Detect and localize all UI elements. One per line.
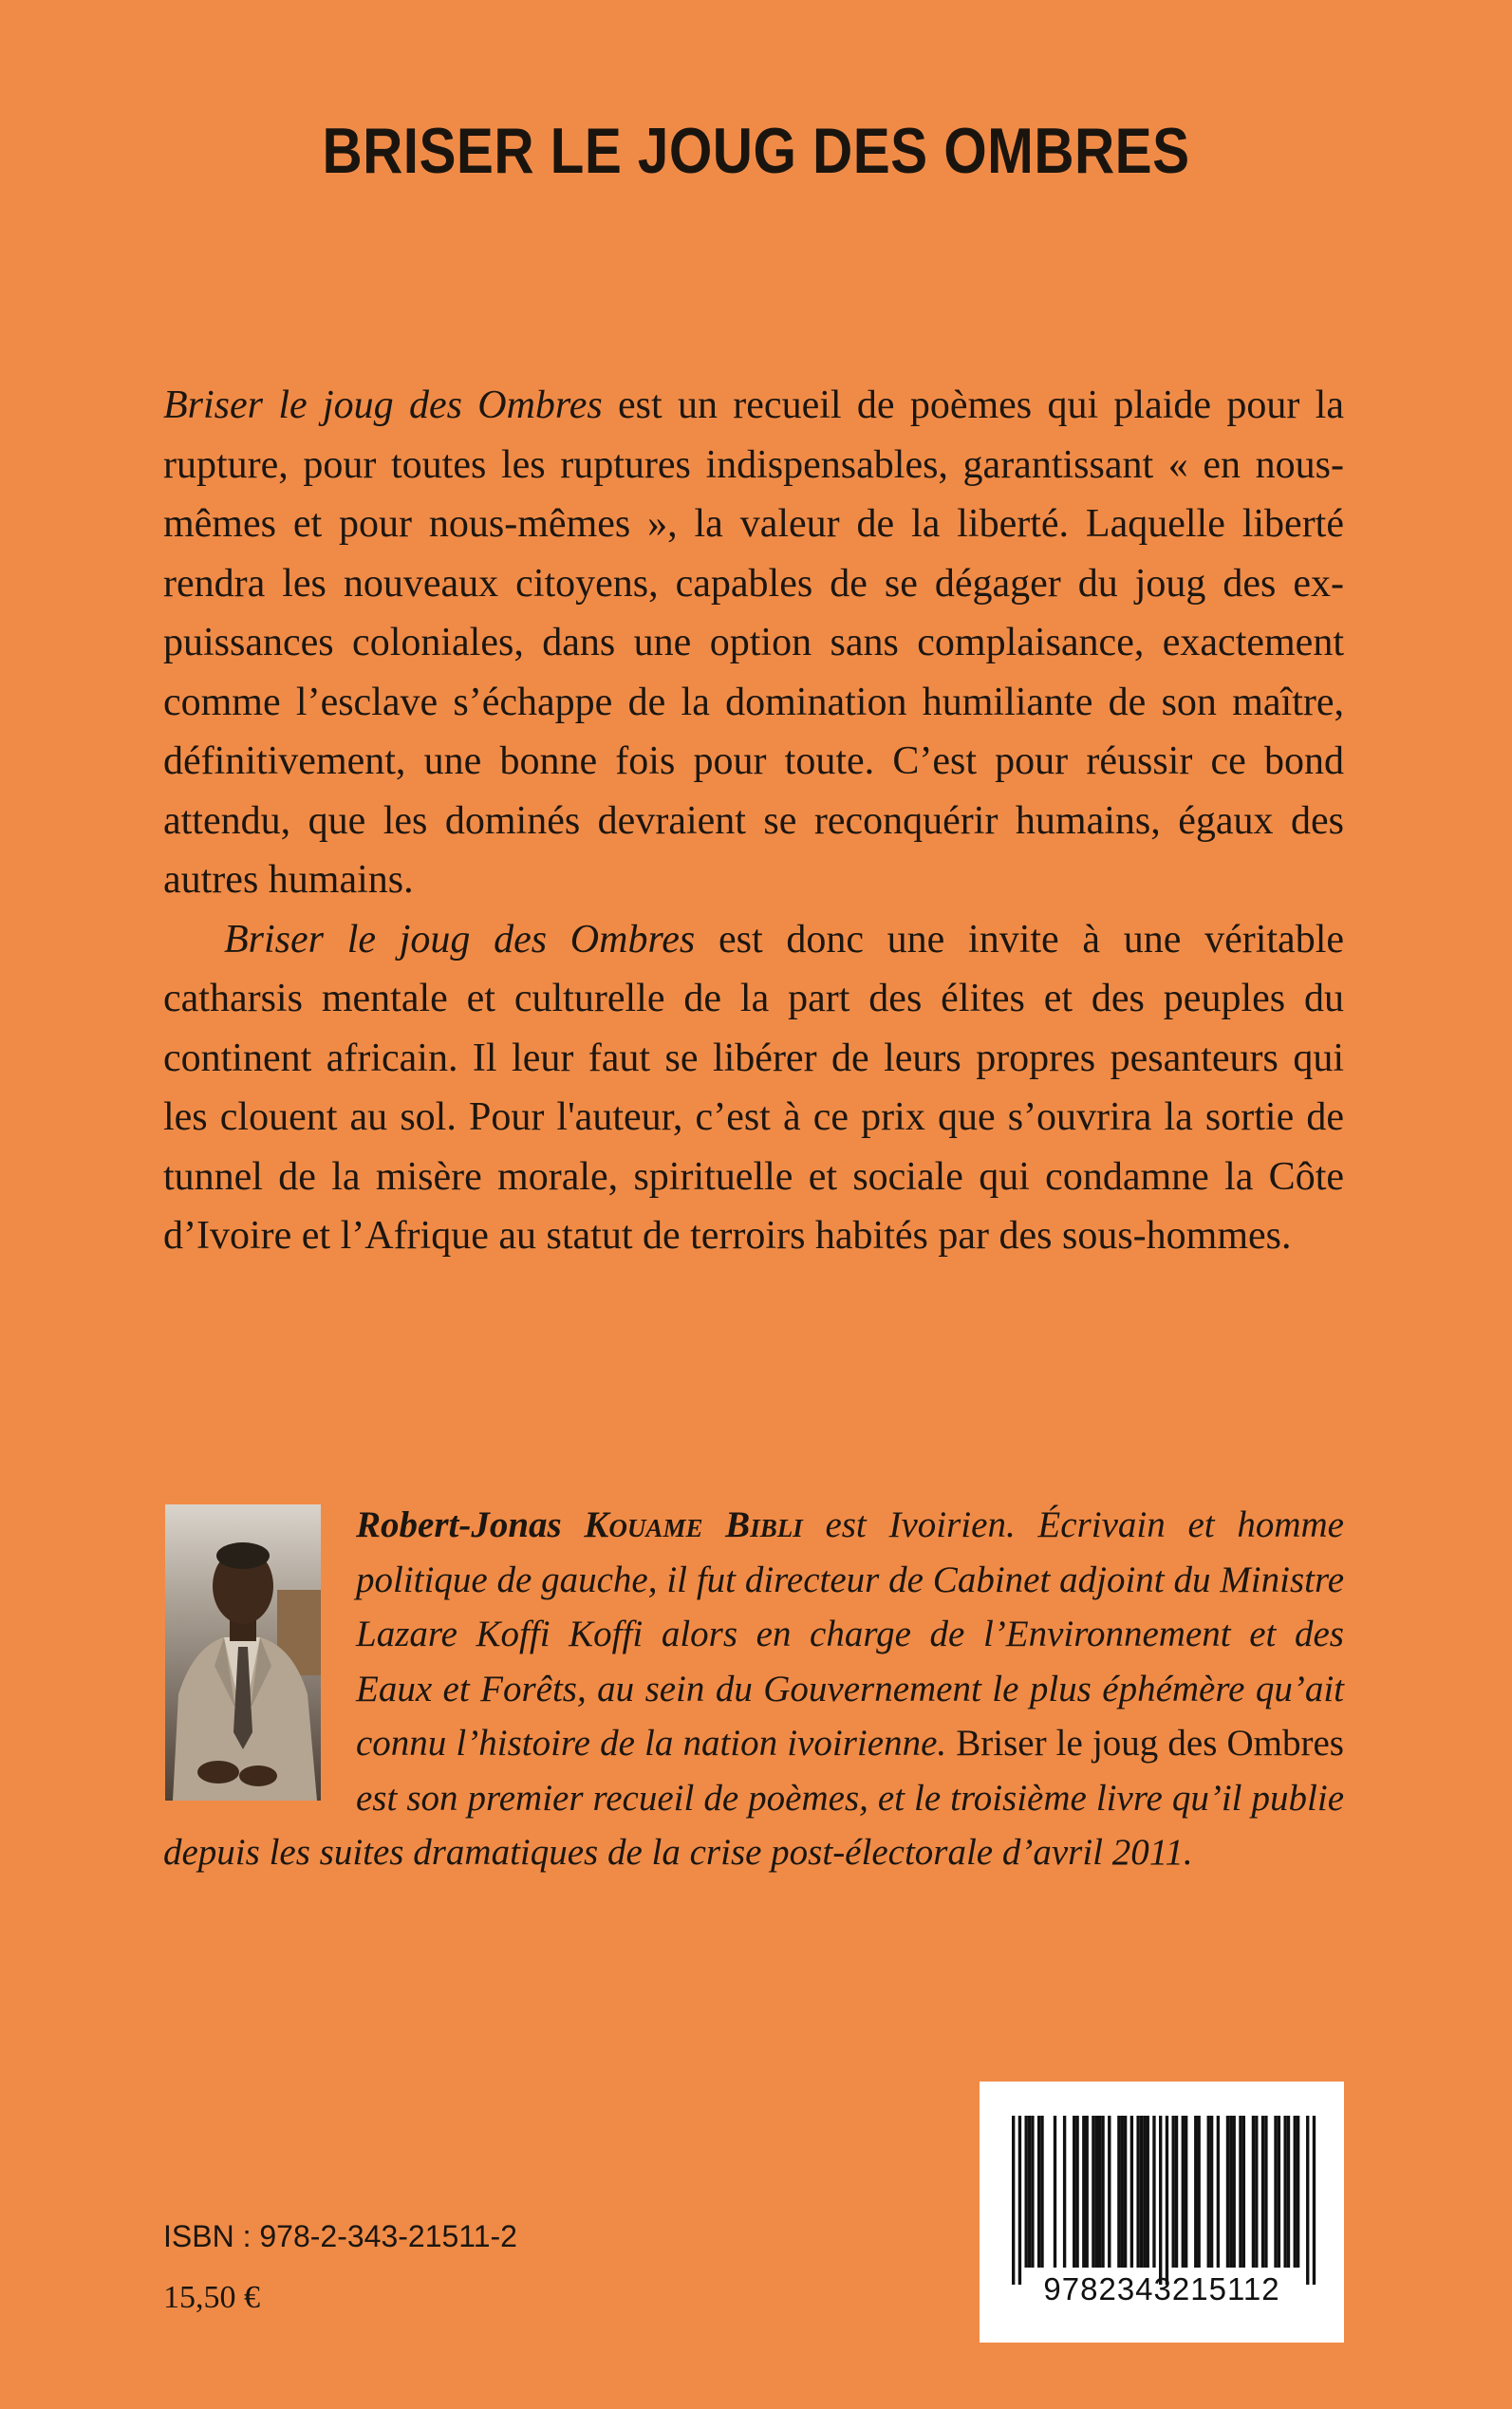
barcode-bar xyxy=(1239,2116,1241,2268)
barcode-bar xyxy=(1194,2116,1197,2268)
barcode-bar xyxy=(1073,2116,1075,2268)
barcode-bar xyxy=(1124,2116,1127,2268)
barcode-bar xyxy=(1063,2116,1066,2268)
barcode-bar xyxy=(1297,2116,1299,2268)
barcode-bar xyxy=(1313,2116,1316,2285)
barcode-bar xyxy=(1175,2116,1178,2268)
barcode-bar xyxy=(1031,2116,1034,2268)
barcode-bar xyxy=(1108,2116,1111,2268)
barcode-bar xyxy=(1082,2116,1085,2268)
barcode xyxy=(980,2082,1344,2343)
barcode-bar xyxy=(1197,2116,1200,2268)
barcode-bar xyxy=(1086,2116,1089,2268)
barcode-bar xyxy=(1130,2116,1133,2268)
barcode-bar xyxy=(1166,2116,1168,2285)
blurb-book-title: Briser le joug des Ombres xyxy=(163,383,603,427)
book-title: BRISER LE JOUG DES OMBRES xyxy=(322,115,1190,187)
barcode-bar xyxy=(1233,2116,1236,2268)
bio-text: est son premier recueil de poèmes, et le troisième livre qu’il publie depuis les suites dramatiques de la crise post-électorale d’avril 2011. xyxy=(163,1777,1344,1873)
barcode-bar xyxy=(1185,2116,1187,2268)
blurb-book-title: Briser le joug des Ombres xyxy=(224,917,696,962)
barcode-bar xyxy=(1229,2116,1232,2268)
barcode-bar xyxy=(1182,2116,1185,2268)
barcode-bar xyxy=(1287,2116,1290,2268)
barcode-bar xyxy=(1136,2116,1139,2268)
author-last-name: Kouame Bibli xyxy=(584,1504,803,1545)
back-cover-blurb xyxy=(163,376,1344,1266)
barcode-bar xyxy=(1147,2116,1149,2268)
author-first-name: Robert-Jonas xyxy=(356,1504,585,1545)
barcode-bar xyxy=(1121,2116,1124,2268)
barcode-bar xyxy=(1217,2116,1220,2268)
blurb-text: est donc une invite à une véritable catharsis mentale et culturelle de la part des élites et des peuples du continent africain. Il leur faut se libérer de leurs propres pesanteurs qui les clouent au sol. Pour l'auteur, c’est à ce prix que s’ouvrira la sortie de tunnel de la misère morale, spirituelle et sociale qui condamne la Côte d’Ivoire et l’Afrique au statut de terroirs habités par des sous-hommes. xyxy=(163,917,1344,1258)
barcode-bar xyxy=(1028,2116,1031,2268)
barcode-bar xyxy=(1207,2116,1210,2268)
barcode-bar xyxy=(1024,2116,1027,2268)
barcode-bar xyxy=(1092,2116,1094,2268)
photo-spacer xyxy=(163,1498,356,1821)
barcode-bar xyxy=(1283,2116,1286,2268)
barcode-bar xyxy=(1294,2116,1297,2268)
barcode-bar xyxy=(1117,2116,1120,2268)
barcode-bar xyxy=(1306,2116,1309,2285)
bio-book-title: Briser le joug des Ombres xyxy=(956,1723,1344,1764)
barcode-bar xyxy=(1012,2116,1015,2285)
barcode-bar xyxy=(1255,2116,1258,2268)
author-bio xyxy=(163,1498,1344,1880)
blurb-paragraph-2 xyxy=(163,910,1344,1266)
barcode-bar xyxy=(1252,2116,1255,2268)
barcode-bar xyxy=(1140,2116,1143,2268)
barcode-bar xyxy=(1040,2116,1043,2268)
barcode-bar xyxy=(1101,2116,1104,2268)
barcode-bar xyxy=(1210,2116,1213,2268)
barcode-bar xyxy=(1098,2116,1101,2268)
barcode-bar xyxy=(1152,2116,1155,2268)
barcode-bar xyxy=(1018,2116,1021,2285)
isbn: ISBN : 978-2-343-21511-2 xyxy=(163,2219,517,2253)
barcode-bar xyxy=(1159,2116,1162,2285)
barcode-bar xyxy=(1274,2116,1277,2268)
barcode-bar xyxy=(1037,2116,1040,2268)
barcode-bar xyxy=(1278,2116,1280,2268)
barcode-bar xyxy=(1172,2116,1175,2268)
barcode-bar xyxy=(1242,2116,1245,2268)
blurb-text: est un recueil de poèmes qui plaide pour la rupture, pour toutes les ruptures indispensables, garantissant « en nous-mêmes et pour nous-mêmes », la valeur de la liberté. Laquelle liberté rendra les nouveaux citoyens, capables de se dégager du joug des ex-puissances coloniales, dans une option sans complaisance, exactement comme l’esclave s’échappe de la domination humiliante de son maître, définitivement, une bonne fois pour toute. C’est pour réussir ce bond attendu, que les dominés devraient se reconquérir humains, égaux des autres humains. xyxy=(163,383,1344,902)
barcode-number: 9782343215112 xyxy=(1043,2271,1280,2306)
barcode-bar xyxy=(1143,2116,1146,2268)
barcode-bar xyxy=(1264,2116,1267,2268)
barcode-bar xyxy=(1226,2116,1229,2268)
barcode-bar xyxy=(1095,2116,1098,2268)
barcode-bar xyxy=(1261,2116,1264,2268)
blurb-paragraph-1 xyxy=(163,376,1344,910)
bio-text: est Ivoirien. Écrivain et homme politique de gauche, il fut directeur de Cabinet adjoint du Ministre Lazare Koffi Koffi alors en charge de l’Environnement et des Eaux et Forêts, au sein du Gouvernement le plus éphémère qu’ait connu l’histoire de la nation ivoirienne. xyxy=(356,1504,1344,1764)
barcode-bar xyxy=(1054,2116,1056,2268)
price: 15,50 € xyxy=(163,2280,260,2315)
barcode-bar xyxy=(1075,2116,1078,2268)
